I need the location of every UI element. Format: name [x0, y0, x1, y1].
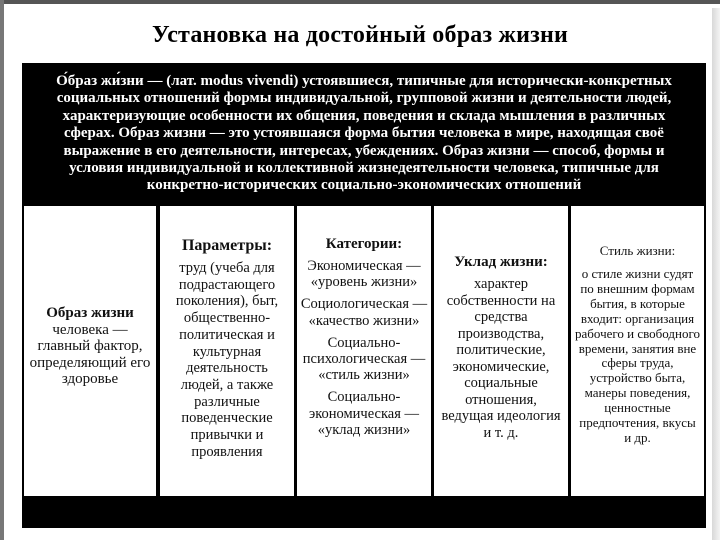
slide-top-border — [0, 0, 720, 4]
category-item-socio-psychological: Социально-психологическая — «стиль жизни» — [302, 334, 426, 384]
category-item-economic: Экономическая — «уровень жизни» — [307, 258, 421, 291]
column-parameters-body: труд (учеба для подрастающего поколения), быт, общественно-политическая и культурная деятельность людей, а также различные поведенческие привычки и проявления — [175, 260, 279, 460]
column-way-of-life — [434, 206, 568, 496]
slide-left-border — [0, 0, 4, 540]
column-lifestyle-title: Образ жизни — [46, 305, 134, 321]
column-parameters — [160, 206, 294, 496]
slide-right-shadow — [712, 8, 720, 540]
column-categories — [297, 206, 431, 496]
column-style-of-life — [571, 206, 704, 496]
column-lifestyle-body: человека — главный фактор, определяющий его здоровье — [29, 321, 151, 387]
slide-title: Установка на достойный образ жизни — [151, 22, 569, 48]
category-item-sociological: Социологическая — «качество жизни» — [300, 296, 428, 329]
column-way-of-life-body: характер собственности на средства производства, политические, экономические, социальные отношения, ведущая идеология и т. д. — [441, 276, 561, 441]
definition-text: О́браз жи́зни — (лат. modus vivendi) устоявшиеся, типичные для исторически-конкретных социальных отношений формы индивидуальной, групповой жизни и деятельности людей, характеризующие особенности их общения, поведения и склада мышления в различных сферах. Образ жизни — это устоявшаяся форма бытия человека в мире, находящая своё выражение в его деятельности, интересах, убеждениях. Образ жизни — способ, формы и условия индивидуальной и коллективной жизнедеятельности человека, типичные для конкретно-исторических социально-экономических отношений — [56, 73, 672, 194]
column-parameters-title: Параметры: — [181, 237, 273, 254]
category-item-socio-economic: Социально-экономическая — «уклад жизни» — [308, 389, 420, 438]
column-style-of-life-title: Стиль жизни: — [599, 243, 676, 258]
column-style-of-life-body: о стиле жизни судят по внешним формам бытия, в которые входит: организация рабочего и свободного времени, занятия вне сферы труда, устройство быта, манеры поведения, ценностные предпочтения, вкусы и др. — [575, 266, 700, 445]
column-lifestyle — [24, 206, 156, 496]
column-way-of-life-title: Уклад жизни: — [454, 254, 548, 270]
column-categories-title: Категории: — [325, 236, 403, 252]
